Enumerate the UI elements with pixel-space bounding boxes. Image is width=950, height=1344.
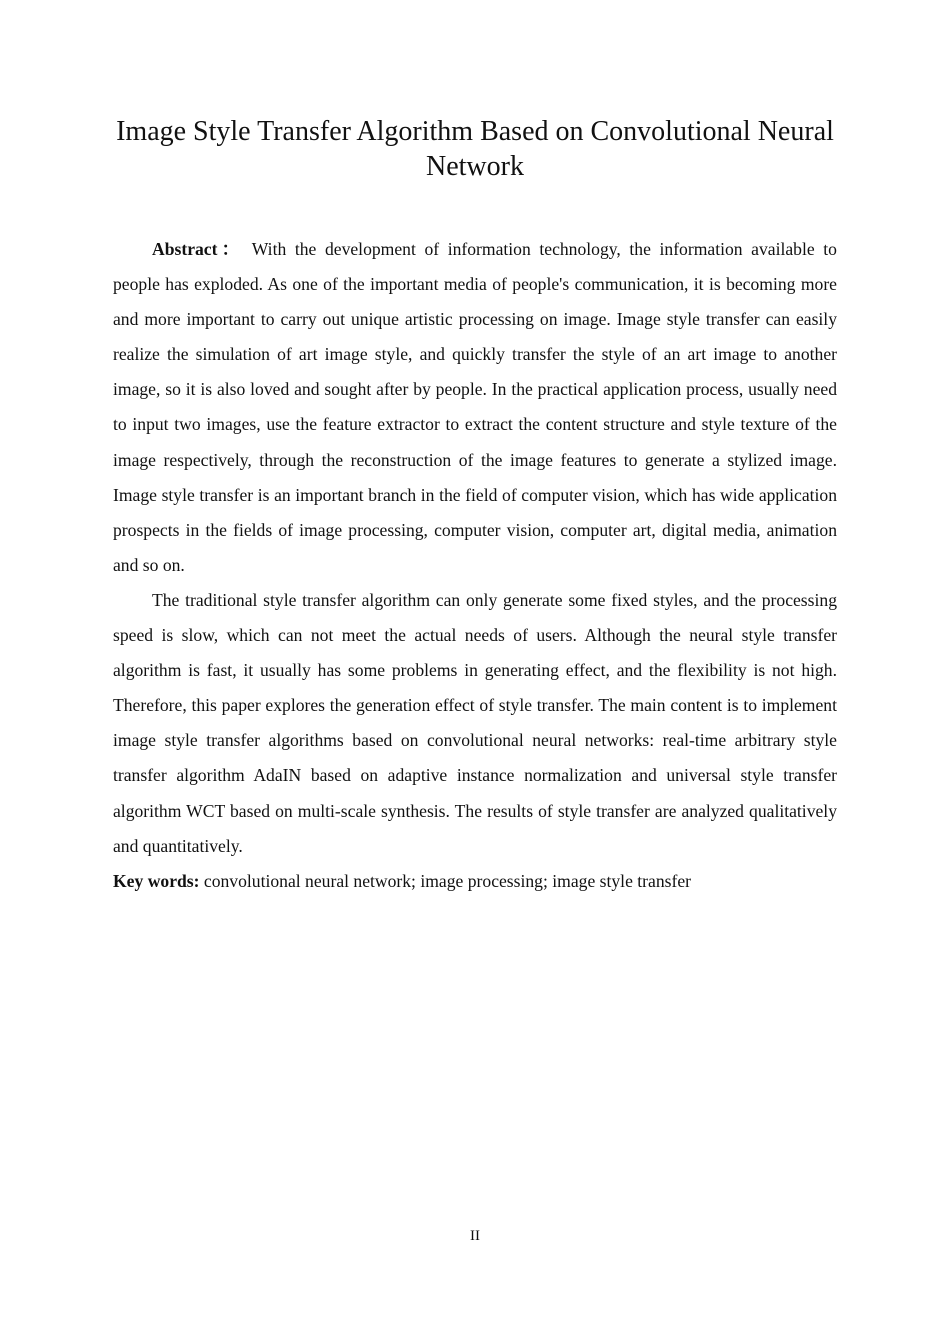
page-number: II [470,1228,480,1244]
abstract-paragraph-2: The traditional style transfer algorithm can only generate some fixed styles, and the processing speed is slow, which can not meet the actual needs of users. Although the neural style transfer algorithm is fast, it usually has some problems in generating effect, and the flexibility is not high. Therefore, this paper explores the generation effect of style transfer. The main content is to implement image style transfer algorithms based on convolutional neural networks: real-time arbitrary style transfer algorithm AdaIN based on adaptive instance normalization and universal style transfer algorithm WCT based on multi-scale synthesis. The results of style transfer are analyzed qualitatively and quantitatively. [113,589,837,856]
abstract-paragraph-1 [113,232,837,583]
abstract-section [113,232,837,899]
abstract-label: Abstract： [152,239,244,259]
keywords-line [113,864,837,899]
abstract-paragraph-1-text: With the development of information technology, the information available to people has exploded. As one of the important media of people's communication, it is becoming more and more important to carry out unique artistic processing on image. Image style transfer can easily realize the simulation of art image style, and quickly transfer the style of an art image to another image, so it is also loved and sought after by people. In the practical application process, usually need to input two images, use the feature extractor to extract the content structure and style texture of the image respectively, through the reconstruction of the image features to generate a stylized image. Image style transfer is an important branch in the field of computer vision, which has wide application prospects in the fields of image processing, computer vision, computer art, digital media, animation and so on. [113,239,837,575]
paper-title: Image Style Transfer Algorithm Based on Convolutional Neural Network [116,116,834,182]
keywords-label: Key words: [113,870,200,891]
keywords-text: convolutional neural network; image processing; image style transfer [203,870,692,891]
